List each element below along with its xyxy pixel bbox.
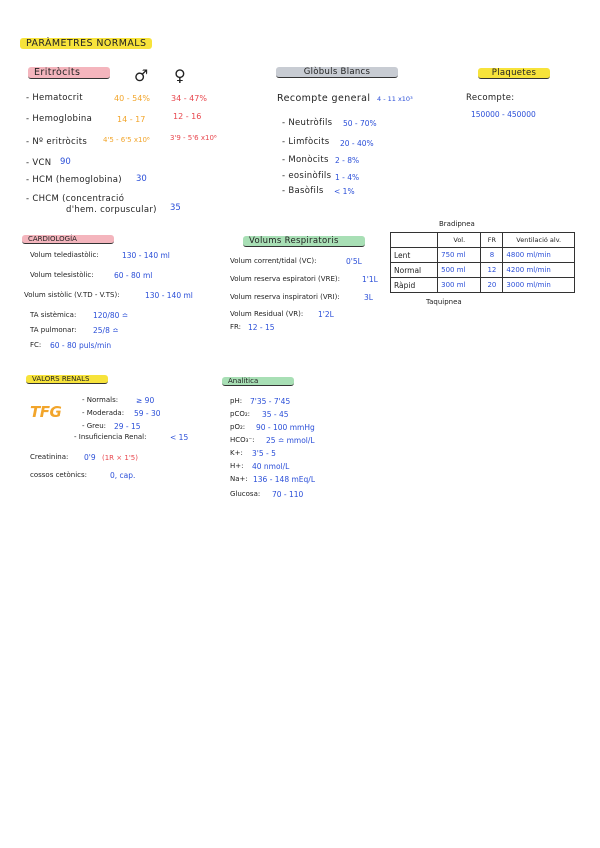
plaquetes-recompte-value: 150000 - 450000	[471, 110, 536, 119]
creatinina-note: (1R × 1'5)	[102, 454, 138, 462]
volum-telediastolic-label: Volum telediastòlic:	[30, 251, 99, 259]
female-symbol-icon: ♀	[174, 66, 186, 85]
hemoglobina-male: 14 - 17	[117, 115, 146, 124]
table-cell-fr: 20	[481, 278, 503, 293]
glucosa-label: Glucosa:	[230, 490, 261, 498]
basofils-label: - Basòfils	[282, 186, 324, 196]
tfg-label: TFG	[30, 403, 62, 421]
hemoglobina-female: 12 - 16	[173, 112, 202, 121]
ph-value: 7'35 - 7'45	[250, 397, 291, 406]
page-title: PARÀMETRES NORMALS	[20, 38, 152, 49]
table-cell-fr: 8	[481, 248, 503, 263]
globuls-title: Glòbuls Blancs	[276, 67, 398, 78]
table-header-cell: Vol.	[438, 233, 481, 248]
vcm-label: - VCN	[26, 158, 52, 168]
cardiologia-title: CARDIOLOGÍA	[22, 235, 114, 244]
volums-title: Volums Respiratoris	[243, 236, 365, 247]
table-cell-vent: 4800 ml/min	[503, 248, 575, 263]
monocits-value: 2 - 8%	[335, 156, 360, 165]
tfg-normals-label: - Normals:	[82, 396, 119, 404]
tfg-insuficiencia-value: < 15	[170, 433, 189, 442]
eritrocits-count-female: 3'9 - 5'6 x10⁶	[170, 134, 217, 142]
table-cell-vent: 4200 ml/min	[503, 263, 575, 278]
hemoglobina-label: - Hemoglobina	[26, 114, 93, 124]
k-label: K+:	[230, 449, 243, 457]
glucosa-value: 70 - 110	[272, 490, 304, 499]
hco3-value: 25 ≏ mmol/L	[266, 436, 315, 445]
eosinofils-value: 1 - 4%	[335, 173, 360, 182]
ta-pulmonar-value: 25/8 ≏	[93, 326, 119, 335]
bradipnea-label: Bradipnea	[439, 220, 475, 228]
eritrocits-count-male: 4'5 - 6'5 x10⁶	[103, 136, 150, 144]
renals-title: VALORS RENALS	[26, 375, 108, 384]
fc-label: FC:	[30, 341, 42, 349]
plaquetes-title: Plaquetes	[478, 68, 550, 79]
volum-residual-label: Volum Residual (VR):	[230, 310, 304, 318]
recompte-general-label: Recompte general	[277, 93, 371, 104]
volum-telediastolic-value: 130 - 140 ml	[122, 251, 170, 260]
fc-value: 60 - 80 puls/min	[50, 341, 112, 350]
fr-value: 12 - 15	[248, 323, 275, 332]
hematocrit-male: 40 - 54%	[114, 94, 150, 103]
male-symbol-icon: ♂	[134, 66, 149, 85]
ta-pulmonar-label: TA pulmonar:	[30, 326, 77, 334]
volum-reserva-espiratori-value: 1'1L	[362, 275, 378, 284]
fr-label: FR:	[230, 323, 242, 331]
chcm-label-2: d'hem. corpuscular)	[66, 205, 157, 215]
cossos-cetonics-value: 0, cap.	[110, 471, 136, 480]
respiration-table	[390, 232, 575, 293]
pco2-label: pCO₂:	[230, 410, 251, 418]
neutrofils-label: - Neutròfils	[282, 118, 333, 128]
eritrocits-count-label: - Nº eritròcits	[26, 137, 88, 147]
na-value: 136 - 148 mEq/L	[253, 475, 315, 484]
hco3-label: HCO₃⁻:	[230, 436, 255, 444]
pco2-value: 35 - 45	[262, 410, 289, 419]
table-cell-name: Ràpid	[391, 278, 438, 293]
table-row	[391, 278, 575, 293]
chcm-label: - CHCM (concentració	[26, 194, 125, 204]
ta-sistemica-label: TA sistèmica:	[30, 311, 77, 319]
hematocrit-label: - Hematocrit	[26, 93, 83, 103]
tfg-moderada-value: 59 - 30	[134, 409, 161, 418]
eritrocits-title: Eritròcits	[28, 67, 110, 79]
tfg-normals-value: ≥ 90	[136, 396, 155, 405]
cossos-cetonics-label: cossos cetònics:	[30, 471, 87, 479]
vcm-value: 90	[60, 157, 71, 167]
hematocrit-female: 34 - 47%	[171, 94, 207, 103]
table-row	[391, 248, 575, 263]
ph-label: pH:	[230, 397, 243, 405]
table-cell-vent: 3000 ml/min	[503, 278, 575, 293]
volum-residual-value: 1'2L	[318, 310, 334, 319]
limfocits-value: 20 - 40%	[340, 139, 374, 148]
volum-reserva-inspiratori-value: 3L	[364, 293, 373, 302]
limfocits-label: - Limfòcits	[282, 137, 330, 147]
volum-sistolic-label: Volum sistòlic (V.TD - V.TS):	[24, 291, 120, 299]
volum-telesistolic-label: Volum telesistòlic:	[30, 271, 94, 279]
chcm-value: 35	[170, 203, 181, 213]
basofils-value: < 1%	[334, 187, 355, 196]
volum-corrent-label: Volum corrent/tidal (VC):	[230, 257, 317, 265]
table-header-cell: Ventilació alv.	[503, 233, 575, 248]
volum-sistolic-value: 130 - 140 ml	[145, 291, 193, 300]
table-cell-name: Lent	[391, 248, 438, 263]
table-header-cell: FR	[481, 233, 503, 248]
po2-label: pO₂:	[230, 423, 246, 431]
tfg-greu-value: 29 - 15	[114, 422, 141, 431]
neutrofils-value: 50 - 70%	[343, 119, 377, 128]
tfg-greu-label: - Greu:	[82, 422, 107, 430]
table-cell-vol: 750 ml	[438, 248, 481, 263]
table-cell-vol: 500 ml	[438, 263, 481, 278]
k-value: 3'5 - 5	[252, 449, 276, 458]
table-header-cell	[391, 233, 438, 248]
recompte-general-value: 4 - 11 x10³	[377, 95, 413, 103]
volum-telesistolic-value: 60 - 80 ml	[114, 271, 153, 280]
volum-reserva-espiratori-label: Volum reserva espiratori (VRE):	[230, 275, 340, 283]
h-value: 40 nmol/L	[252, 462, 290, 471]
creatinina-label: Creatinina:	[30, 453, 69, 461]
monocits-label: - Monòcits	[282, 155, 329, 165]
table-cell-fr: 12	[481, 263, 503, 278]
tfg-moderada-label: - Moderada:	[82, 409, 125, 417]
table-cell-vol: 300 ml	[438, 278, 481, 293]
hcm-value: 30	[136, 174, 147, 184]
taquipnea-label: Taquipnea	[426, 298, 462, 306]
po2-value: 90 - 100 mmHg	[256, 423, 315, 432]
h-label: H+:	[230, 462, 244, 470]
tfg-insuficiencia-label: - Insuficiencia Renal:	[74, 433, 147, 441]
eosinofils-label: - eosinòfils	[282, 171, 332, 181]
creatinina-value: 0'9	[84, 453, 96, 462]
table-header-row	[391, 233, 575, 248]
table-cell-name: Normal	[391, 263, 438, 278]
hcm-label: - HCM (hemoglobina)	[26, 175, 122, 185]
plaquetes-recompte-label: Recompte:	[466, 93, 515, 103]
table-row	[391, 263, 575, 278]
volum-reserva-inspiratori-label: Volum reserva inspiratori (VRI):	[230, 293, 340, 301]
volum-corrent-value: 0'5L	[346, 257, 362, 266]
na-label: Na+:	[230, 475, 248, 483]
ta-sistemica-value: 120/80 ≏	[93, 311, 129, 320]
analitica-title: Analítica	[222, 377, 294, 386]
